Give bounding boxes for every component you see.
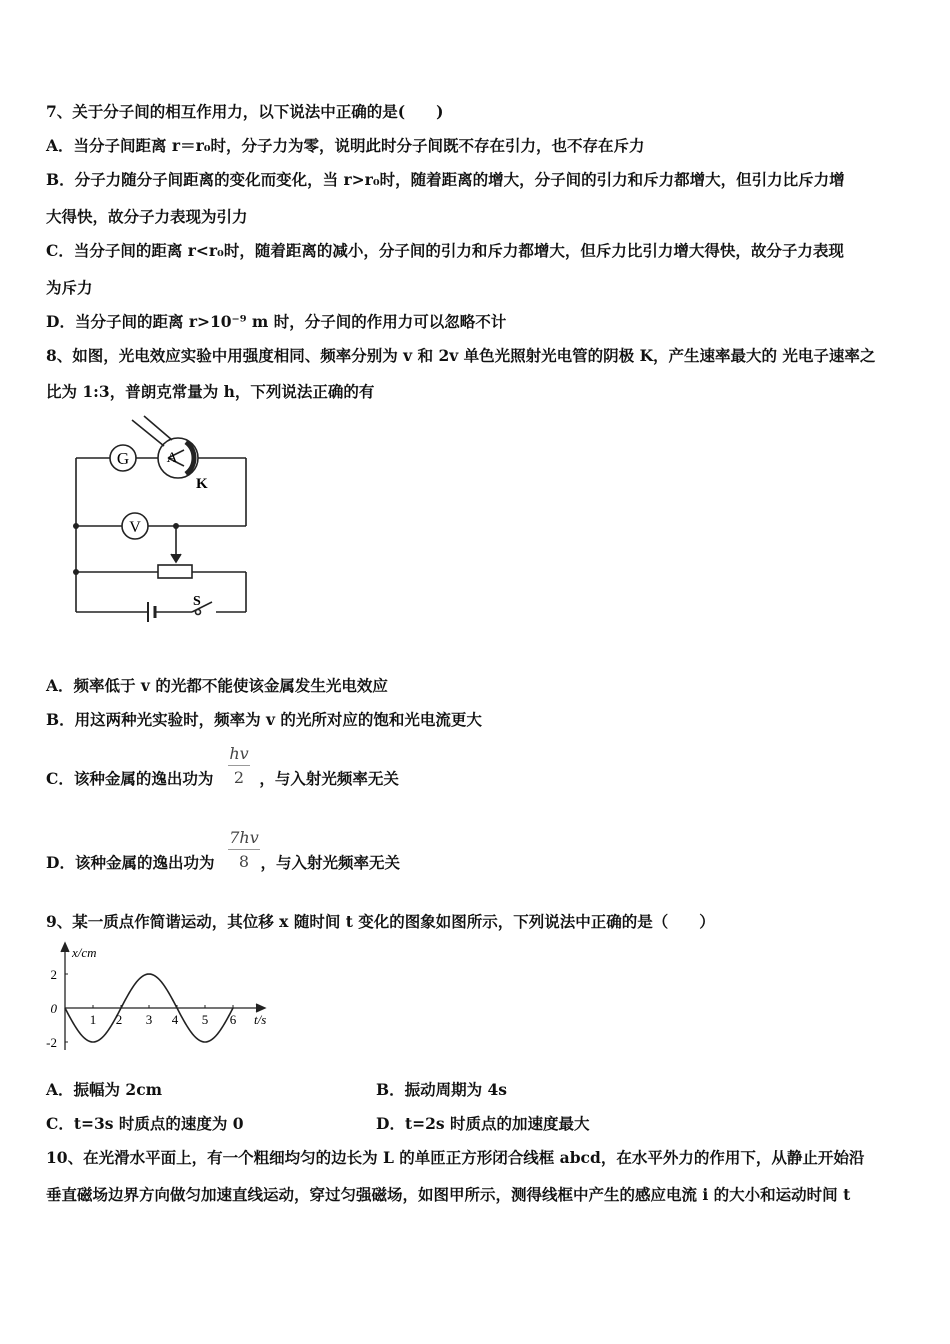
q7-option-b-line1: B．分子力随分子间距离的变化而变化，当 r>r₀时，随着距离的增大，分子间的引力和斥力都增大，但引力比斥力增 [46, 170, 845, 189]
q9-option-b: B．振动周期为 4s [376, 1080, 508, 1099]
x-axis-label: t/s [254, 1012, 267, 1027]
y-axis-label: x/cm [72, 945, 97, 960]
q7-option-c-line1: C．当分子间的距离 r<r₀时，随着距离的减小，分子间的引力和斥力都增大，但斥力比引力增大得快，故分子力表现 [46, 241, 844, 260]
x-tick-label: 5 [201, 1012, 209, 1027]
q7-option-a: A．当分子间距离 r＝r₀时，分子力为零，说明此时分子间既不存在引力，也不存在斥力 [46, 136, 645, 155]
q7-option-b-line2: 大得快，故分子力表现为引力 [46, 207, 248, 226]
fraction-denominator: 8 [228, 849, 260, 871]
x-tick-label: 6 [229, 1012, 237, 1027]
y-tick-label: 2 [50, 967, 57, 982]
q9-option-a: A．振幅为 2cm [46, 1080, 163, 1099]
fraction-numerator: hv [229, 744, 249, 763]
q10-stem-line2: 垂直磁场边界方向做匀加速直线运动，穿过匀强磁场，如图甲所示，测得线框中产生的感应电流 i 的大小和运动时间 t [46, 1185, 851, 1204]
q8-stem-line1: 8、如图，光电效应实验中用强度相同、频率分别为 v 和 2v 单色光照射光电管的阴极 K，产生速率最大的 光电子速率之 [46, 346, 876, 365]
q8-option-c-text: C．该种金属的逸出功为 [46, 769, 214, 788]
q9-option-d: D．t=2s 时质点的加速度最大 [376, 1114, 590, 1133]
q10-stem-line1: 10、在光滑水平面上，有一个粗细均匀的边长为 L 的单匝正方形闭合线框 abcd，在水平外力的作用下，从静止开始沿 [46, 1148, 865, 1167]
q8-option-d-fraction [228, 828, 260, 871]
fraction-denominator: 2 [228, 765, 250, 787]
q8-option-d-text: D．该种金属的逸出功为 [46, 853, 215, 872]
q8-stem-line2: 比为 1:3，普朗克常量为 h，下列说法正确的有 [46, 382, 375, 401]
q7-option-d: D．当分子间的距离 r>10⁻⁹ m 时，分子间的作用力可以忽略不计 [46, 312, 507, 331]
q8-option-c-tail: ，与入射光频率无关 [259, 769, 399, 788]
x-tick-label: 4 [171, 1012, 179, 1027]
anode-label: A [166, 450, 178, 466]
q7-stem: 7、关于分子间的相互作用力，以下说法中正确的是( ) [46, 102, 444, 121]
q8-option-b: B．用这两种光实验时，频率为 v 的光所对应的饱和光电流更大 [46, 710, 482, 729]
y-tick-label: -2 [46, 1035, 57, 1050]
x-tick-label: 1 [89, 1012, 97, 1027]
x-axis-arrow [256, 1004, 265, 1012]
y-tick-label: 0 [50, 1001, 57, 1016]
q8-option-c [46, 769, 399, 789]
galvanometer-label: G [116, 449, 130, 468]
q9-option-c: C．t=3s 时质点的速度为 0 [46, 1114, 244, 1133]
photoelectric-circuit-figure [60, 412, 260, 622]
x-tick-label: 3 [145, 1012, 153, 1027]
voltmeter-label: V [129, 519, 141, 536]
y-axis-arrow [61, 943, 69, 952]
q8-option-d-tail: ，与入射光频率无关 [260, 853, 400, 872]
q8-option-c-fraction [228, 744, 250, 787]
switch-label: S [193, 594, 201, 609]
q8-option-d [46, 853, 400, 873]
q9-stem: 9、某一质点作简谐运动，其位移 x 随时间 t 变化的图象如图所示，下列说法中正确的是（ ） [46, 912, 715, 931]
q7-option-c-line2: 为斥力 [46, 278, 93, 297]
q8-option-a: A．频率低于 v 的光都不能使该金属发生光电效应 [46, 676, 388, 695]
shm-displacement-chart [40, 940, 280, 1062]
x-tick-label: 2 [115, 1012, 123, 1027]
cathode-label: K [196, 476, 208, 492]
fraction-numerator: 7hv [229, 828, 259, 847]
